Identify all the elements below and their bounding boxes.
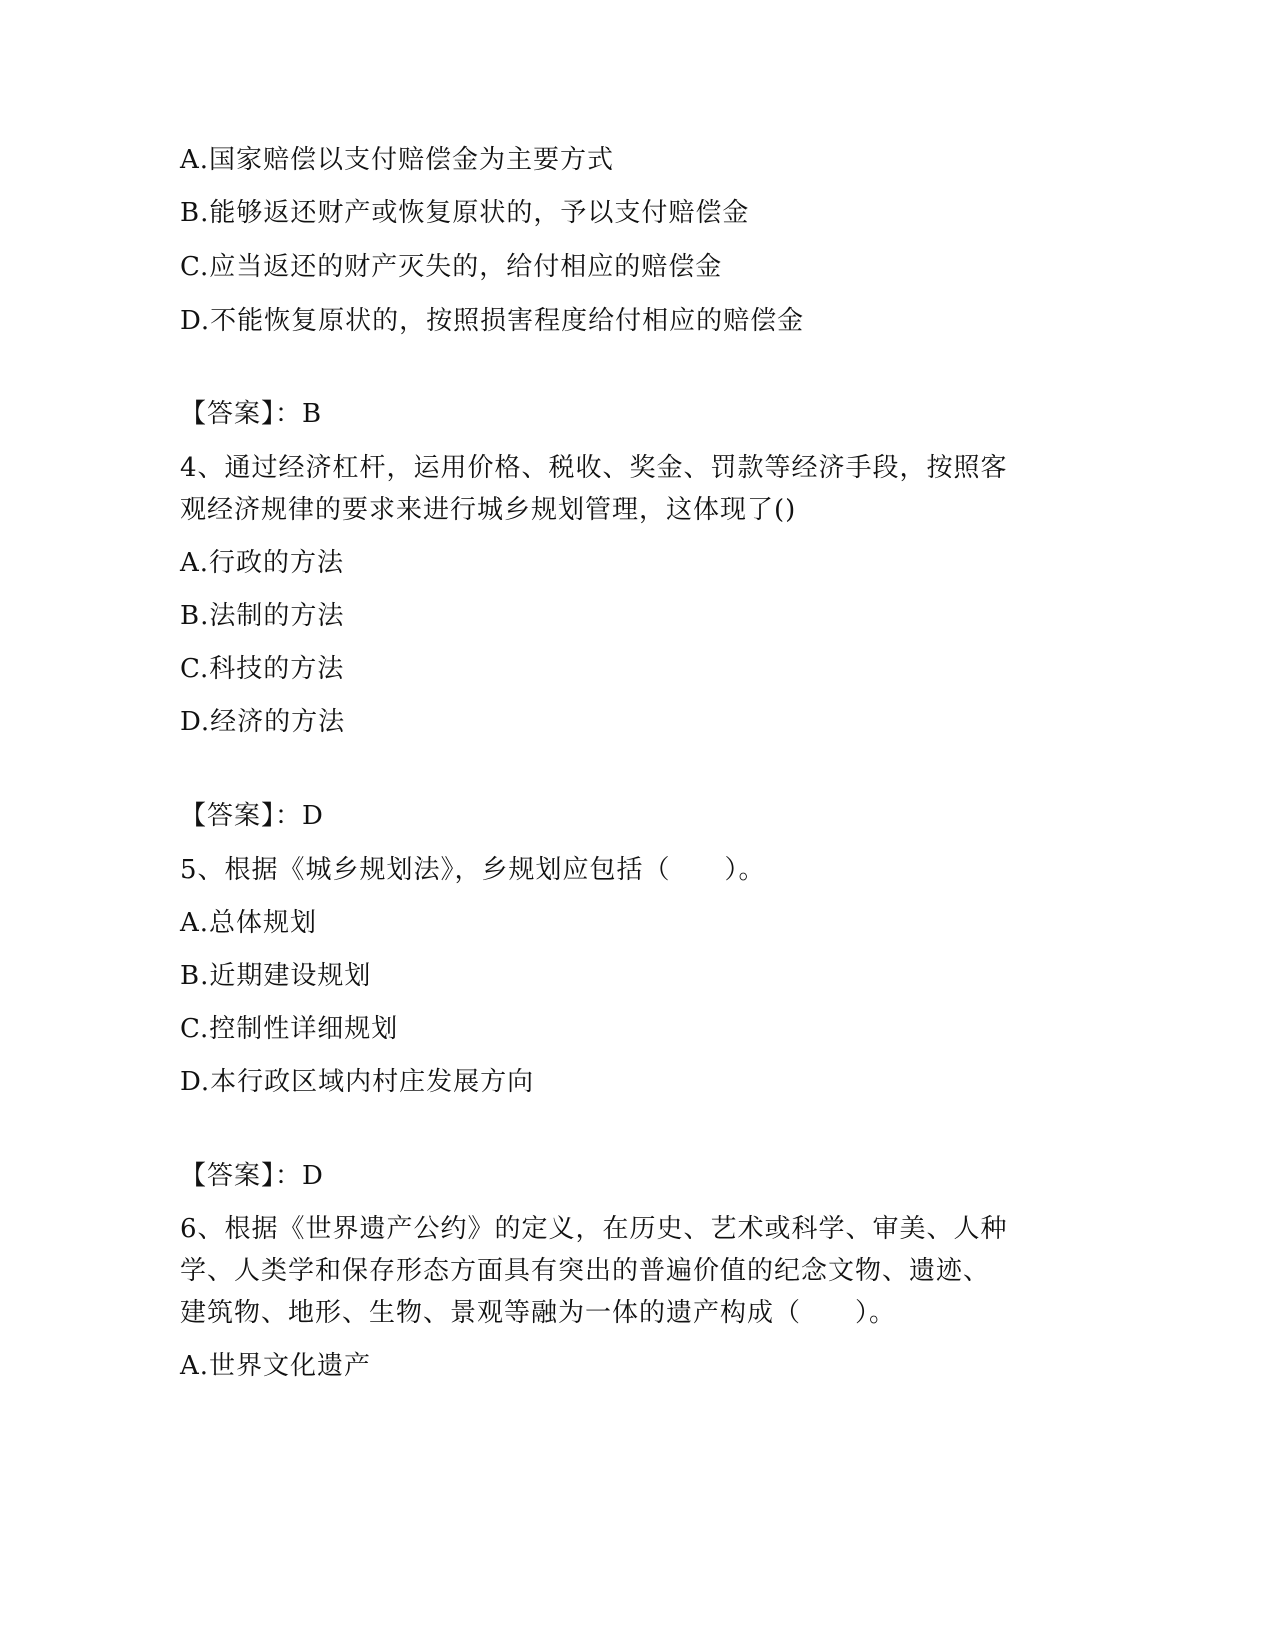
q6-stem-line-3: 建筑物、地形、生物、景观等融为一体的遗产构成（ ）。 [180,1298,897,1328]
q6-stem-line-2: 学、人类学和保存形态方面具有突出的普遍价值的纪念文物、遗迹、 [180,1256,991,1286]
q4-answer: 【答案】：D [180,801,324,831]
q4-option-a: A.行政的方法 [180,548,345,578]
q4-stem-line-1: 4、通过经济杠杆，运用价格、税收、奖金、罚款等经济手段，按照客 [180,453,1008,483]
q5-option-c: C.控制性详细规划 [180,1014,399,1044]
q6-option-a: A.世界文化遗产 [180,1351,372,1381]
q4-option-d: D.经济的方法 [180,707,346,737]
q5-option-a: A.总体规划 [180,908,318,938]
q3-option-a: A.国家赔偿以支付赔偿金为主要方式 [180,145,615,175]
q5-stem-line-1: 5、根据《城乡规划法》，乡规划应包括（ ）。 [180,855,766,885]
q3-answer: 【答案】：B [180,399,323,429]
q4-stem-line-2: 观经济规律的要求来进行城乡规划管理，这体现了() [180,495,797,525]
q3-option-d: D.不能恢复原状的，按照损害程度给付相应的赔偿金 [180,306,805,336]
q5-answer: 【答案】：D [180,1161,324,1191]
q3-option-c: C.应当返还的财产灭失的，给付相应的赔偿金 [180,252,723,282]
q5-option-d: D.本行政区域内村庄发展方向 [180,1067,535,1097]
q3-option-b: B.能够返还财产或恢复原状的，予以支付赔偿金 [180,198,750,228]
q6-stem-line-1: 6、根据《世界遗产公约》的定义，在历史、艺术或科学、审美、人种 [180,1214,1008,1244]
q5-option-b: B.近期建设规划 [180,961,372,991]
q4-option-b: B.法制的方法 [180,601,345,631]
q4-option-c: C.科技的方法 [180,654,345,684]
